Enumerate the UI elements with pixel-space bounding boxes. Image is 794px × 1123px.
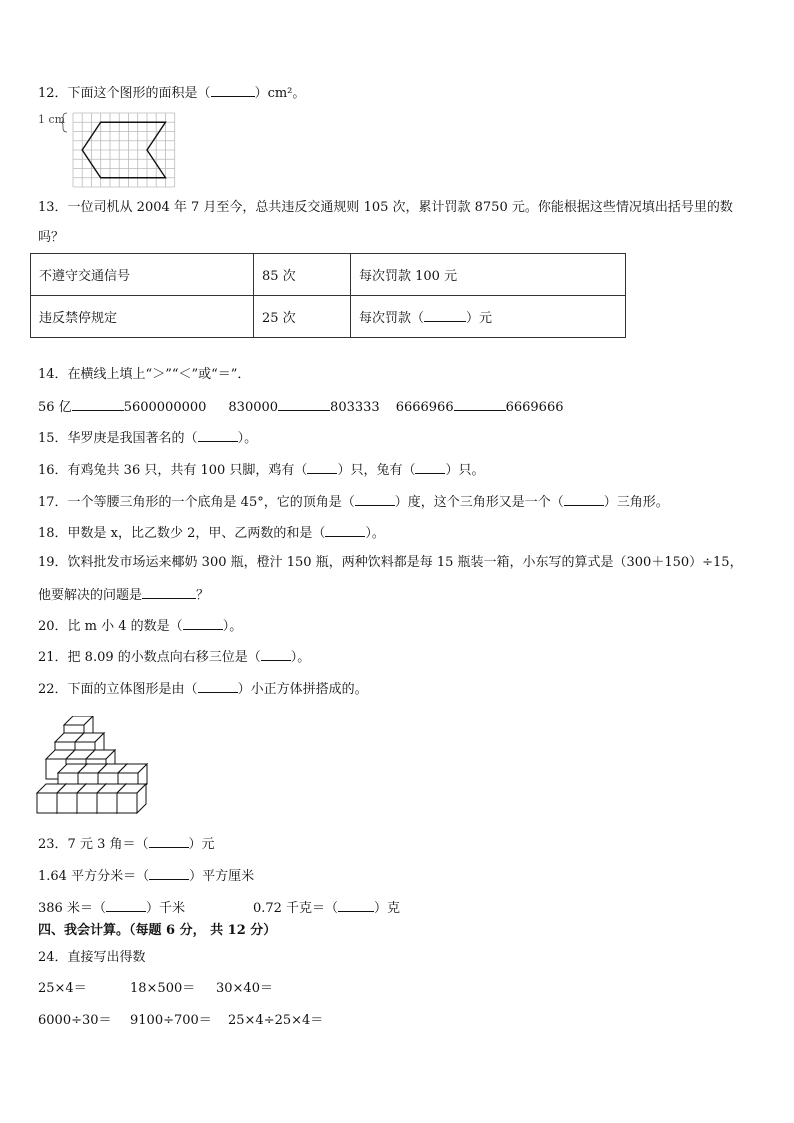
question-18: 18．甲数是 x，比乙数少 2，甲、乙两数的和是（ ）。 [38,523,385,543]
table-row [31,254,626,296]
calc-row-2 [38,1012,323,1030]
question-14-items: 56 亿 5600000000 830000 803333 6666966 6669666 [38,397,564,417]
cube [117,784,146,813]
calc-item: 30×40＝ [216,981,273,996]
calc-item: 25×4＝ [38,981,87,996]
question-number: 13． [38,200,68,215]
question-19-line2: 他要解决的问题是 ？ [38,585,209,605]
answer-blank[interactable] [149,866,189,880]
calc-item: 9100÷700＝ [130,1013,212,1028]
table-cell: 每次罚款（ ）元 [351,296,626,338]
table-row [31,296,626,338]
answer-blank[interactable] [211,83,255,97]
question-23: 23．7 元 3 角＝（ ）元 [38,834,215,854]
section-heading: 四、我会计算。（每题 6 分， 共 12 分） [38,923,277,938]
fines-table [30,253,626,338]
answer-blank[interactable] [338,898,374,912]
question-23-cd: 386 米＝（ ）千米 0.72 千克＝（ ）克 [38,898,400,918]
answer-blank[interactable] [424,308,466,322]
calc-item: 6000÷30＝ [38,1013,112,1028]
question-text: 在横线上填上“＞”“＜”或“＝”． [67,367,251,382]
calc-item: 18×500＝ [130,981,196,996]
answer-blank[interactable] [307,460,337,474]
answer-blank[interactable] [198,428,238,442]
unit-text: ）cm²。 [254,86,306,101]
answer-blank[interactable] [564,492,604,506]
question-12 [38,83,305,103]
question-text: 下面这个图形的面积是（ [67,86,211,101]
question-13 [38,199,733,217]
answer-blank[interactable] [198,679,238,693]
question-text: 一位司机从 2004 年 7 月至今，总共违反交通规则 105 次，累计罚款 8750 元。你能根据这些情况填出括号里的数 [67,200,733,215]
table-cell: 每次罚款 100 元 [351,254,626,296]
grid-lines [73,113,175,187]
question-number: 12． [38,86,68,101]
table-cell: 25 次 [254,296,351,338]
answer-blank[interactable] [415,460,445,474]
cube-stack-figure [36,716,166,822]
question-20: 20．比 m 小 4 的数是（ ）。 [38,616,242,636]
question-17: 17．一个等腰三角形的一个底角是 45°，它的顶角是（ ）度，这个三角形又是一个（ ）三角形。 [38,492,669,512]
table-cell: 85 次 [254,254,351,296]
compare-blank[interactable] [454,397,506,411]
calc-row-1 [38,980,273,998]
table-cell: 违反禁停规定 [31,296,254,338]
question-15: 15．华罗庚是我国著名的（ ）。 [38,428,257,448]
answer-blank[interactable] [142,585,196,599]
question-21: 21．把 8.09 的小数点向右移三位是（ ）。 [38,647,310,667]
question-24: 24．直接写出得数 [38,950,146,965]
question-23-b: 1.64 平方分米＝（ ）平方厘米 [38,866,254,886]
answer-blank[interactable] [355,492,395,506]
question-19: 19．饮料批发市场运来椰奶 300 瓶，橙汁 150 瓶，两种饮料都是每 15 瓶装一箱，小东写的算式是（300＋150）÷15， [38,555,743,570]
answer-blank[interactable] [106,898,146,912]
question-14 [38,366,250,384]
calc-item: 25×4÷25×4＝ [228,1013,324,1028]
table-cell: 不遵守交通信号 [31,254,254,296]
question-22: 22．下面的立体图形是由（ ）小正方体拼搭成的。 [38,679,368,699]
answer-blank[interactable] [183,616,223,630]
compare-blank[interactable] [278,397,330,411]
grid-figure [36,109,186,193]
compare-blank[interactable] [72,397,124,411]
scale-label: 1 cm [38,113,66,126]
answer-blank[interactable] [325,523,365,537]
answer-blank[interactable] [149,834,189,848]
question-number: 14． [38,367,68,382]
question-13-line2: 吗？ [38,230,65,245]
answer-blank[interactable] [261,647,291,661]
question-16: 16．有鸡兔共 36 只，共有 100 只脚，鸡有（ ）只，兔有（ ）只。 [38,460,484,480]
